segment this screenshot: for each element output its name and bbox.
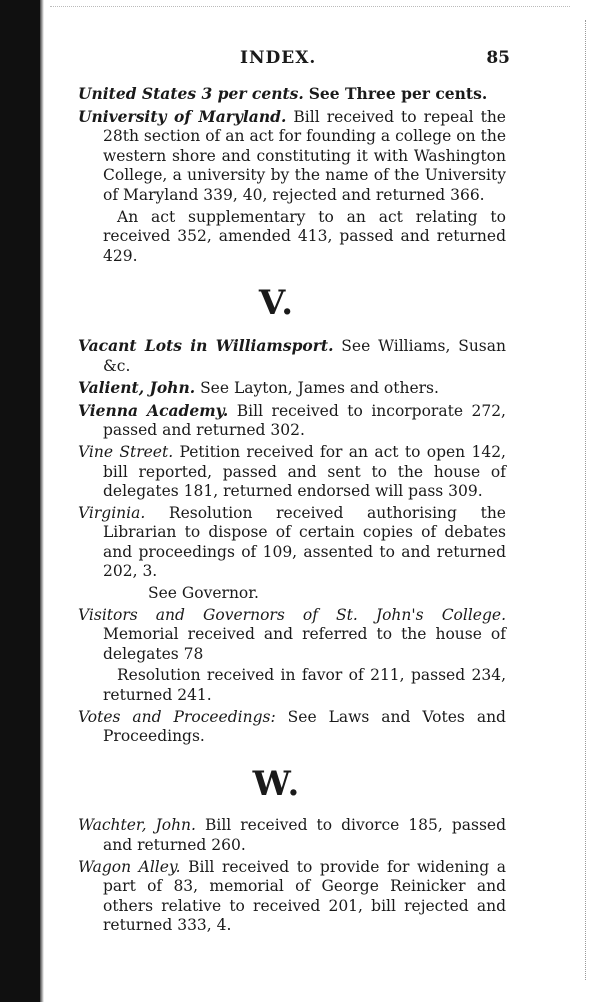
index-entry-vienna-academy <box>78 401 506 441</box>
page-top-edge <box>50 6 570 21</box>
section-letter-v: V. <box>258 283 296 324</box>
page-binding-shadow <box>40 0 44 1002</box>
entry-term: Vienna Academy. <box>78 400 229 420</box>
page-title: INDEX. <box>240 48 317 68</box>
index-subentry-university: An act supplementary to an act relating to received 352, amended 413, passed and returned 429. <box>103 207 506 265</box>
index-entry-votes-proceedings <box>78 708 506 747</box>
entry-text: See Layton, James and others. <box>200 379 439 398</box>
entry-term: Visitors and Governors of St. John's College. <box>78 605 506 624</box>
entry-term: Votes and Proceedings: <box>78 707 276 726</box>
entry-term: Wachter, John. <box>78 816 196 835</box>
index-entry-wachter <box>78 816 506 855</box>
index-content <box>78 84 506 938</box>
entry-text: Resolution received authorising the Librarian to dispose of certain copies of debates and proceedings of 109, assented to and returned 202, 3. <box>103 503 506 581</box>
index-entry-visitors-governors <box>78 606 506 665</box>
entry-text: Bill received to divorce 185, passed and returned 260. <box>103 816 506 854</box>
entry-term: Wagon Alley. <box>78 857 181 876</box>
entry-term: University of Maryland. <box>78 106 287 126</box>
index-entry-vacant-lots <box>78 336 506 376</box>
entry-term: Valient, John. <box>78 378 196 398</box>
index-see-reference: See Governor. <box>148 584 259 603</box>
index-entry-valient <box>78 378 506 399</box>
entry-term: Virginia. <box>78 503 146 522</box>
index-entry-vine-street <box>78 443 506 502</box>
entry-text: Bill received to repeal the 28th section of an act for founding a college on the western shore and constituting it with Washington College, a university by the name of the University of Maryland 339, 40, rejected and returned 366. <box>103 107 506 204</box>
entry-text: Bill received to incorporate 272, passed and returned 302. <box>103 401 506 440</box>
entry-text: Memorial received and referred to the house of delegates 78 <box>103 625 506 663</box>
entry-term: United States 3 per cents. <box>78 84 304 103</box>
entry-text: Petition received for an act to open 142, bill reported, passed and sent to the house of delegates 181, returned endorsed will pass 309. <box>103 442 506 501</box>
index-entry-united-states <box>78 84 506 105</box>
entry-text: See Three per cents. <box>308 84 488 103</box>
entry-text: See Laws and Votes and Proceedings. <box>103 707 506 746</box>
page-right-edge <box>584 20 586 980</box>
entry-text: Bill received to provide for widening a part of 83, memorial of George Reinicker and others relative to received 201, bill rejected and returned 333, 4. <box>103 857 506 935</box>
section-letter-w: W. <box>252 763 302 804</box>
index-subentry-visitors: Resolution received in favor of 211, passed 234, returned 241. <box>103 666 506 705</box>
index-entry-university-of-maryland <box>78 107 506 206</box>
page-number: 85 <box>486 48 510 68</box>
entry-text: See Williams, Susan &c. <box>103 336 506 375</box>
page-header <box>80 48 510 72</box>
entry-term: Vine Street. <box>78 442 174 461</box>
page-binding-edge <box>0 0 40 1002</box>
entry-term: Vacant Lots in Williamsport. <box>78 335 334 355</box>
index-entry-virginia <box>78 504 506 582</box>
index-entry-wagon-alley <box>78 858 506 936</box>
